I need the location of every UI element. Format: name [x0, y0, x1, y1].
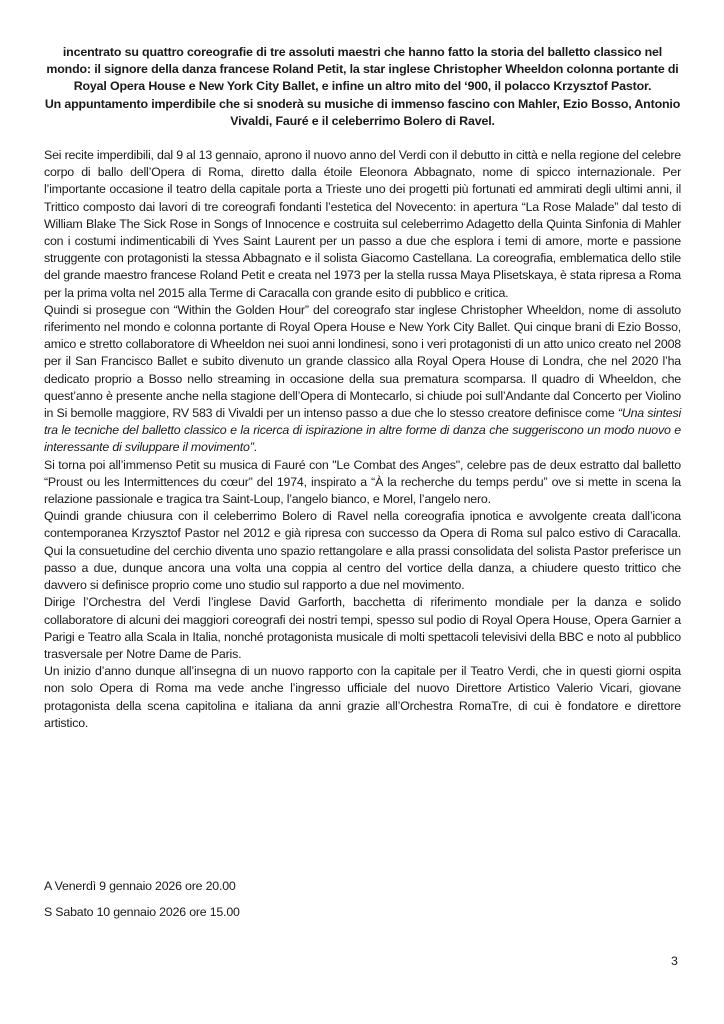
intro-highlight: Un appuntamento imperdibile che si snoderà su musiche di immenso fascino con Mahler, Ezio Bosso, Antonio Vivaldi, Fauré e il celeberrimo Bolero di Ravel.	[44, 96, 681, 128]
article-body	[44, 147, 681, 732]
schedule-item: A Venerdì 9 gennaio 2026 ore 20.00	[44, 879, 236, 893]
performance-schedule	[44, 878, 240, 929]
paragraph-opening: Sei recite imperdibili, dal 9 al 13 gennaio, aprono il nuovo anno del Verdi con il debutto in città e nella regione del celebre corpo di ballo dell’Opera di Roma, diretto dalla étoile Eleonora Abbagnato, nome di spicco internazionale. Per l’importante occasione il teatro della capitale porta a Trieste uno dei progetti più fortunati ed ammirati degli ultimi anni, il Trittico composto dai lavori di tre coreografi fondanti l’estetica del Novecento: in apertura “La Rose Malade” dal testo di William Blake The Sick Rose in Songs of Innocence e costruita sul celeberrimo Adagetto della Quinta Sinfonia di Mahler con i costumi indimenticabili di Yves Saint Laurent per un passo a due che esplora i temi di amore, morte e passione struggente con protagonisti la stessa Abbagnato e il solista Giacomo Castellana. La coreografia, emblematica dello stile del grande maestro francese Roland Petit e creata nel 1973 per la stella russa Maya Plisetskaya, è stata ripresa a Roma per la prima volta nel 2015 alla Terme di Caracalla con grande esito di pubblico e critica.	[44, 148, 681, 300]
wheeldon-quote: “Una sintesi tra le tecniche del balletto classico e la ricerca di ispirazione in altre forme di danza che suggeriscono un modo nuovo e interessante di sviluppare il movimento”	[44, 406, 681, 455]
intro-block	[44, 44, 681, 130]
paragraph-bolero: Quindi grande chiusura con il celeberrimo Bolero di Ravel nella coreografia ipnotica e avvolgente creata dall’icona contemporanea Krzysztof Pastor nel 2012 e già ripresa con successo da Opera di Roma sul palco estivo di Caracalla. Qui la consuetudine del cerchio diventa uno spazio rettangolare e alla prassi consolidata del solista Pastor preferisce un passo a due, dunque ancora una volta una coppia al centro del vortice della danza, a chiudere questo trittico che davvero si definisce proprio come uno studio sul rapporto a due nel movimento.	[44, 509, 681, 593]
paragraph-conductor: Dirige l’Orchestra del Verdi l’inglese David Garforth, bacchetta di riferimento mondiale per la danza e solido collaboratore di alcuni dei maggiori coreografi dei nostri tempi, spesso sul podio di Royal Opera House, Opera Garnier a Parigi e Teatro alla Scala in Italia, nonché protagonista musicale di molti spettacoli televisivi della BBC e noto al pubblico trasversale per Notre Dame de Paris.	[44, 595, 681, 661]
paragraph-director: Un inizio d’anno dunque all’insegna di un nuovo rapporto con la capitale per il Teatro Verdi, che in questi giorni ospita non solo Opera di Roma ma vede anche l’ingresso ufficiale del nuovo Direttore Artistico Valerio Vicari, giovane protagonista della scena capitolina e italiana da anni grazie all’Orchestra RomaTre, di cui è fondatore e direttore artistico.	[44, 664, 681, 730]
page-number: 3	[671, 954, 678, 968]
document-page	[44, 44, 681, 732]
paragraph-petit: Si torna poi all’immenso Petit su musica di Fauré con "Le Combat des Anges", celebre pas de deux estratto dal balletto “Proust ou les Intermittences du cœur” del 1974, inspirato a “À la recherche du temps perdu” ove si mette in scena la relazione passionale e tragica tra Saint-Loup, l’angelo bianco, e Morel, l’angelo nero.	[44, 457, 681, 507]
schedule-item: S Sabato 10 gennaio 2026 ore 15.00	[44, 904, 240, 919]
paragraph-text: Quindi si prosegue con “Within the Golden Hour” del coreografo star inglese Christopher Wheeldon, nome di assoluto riferimento nel mondo e colonna portante di Royal Opera House e New York City Ballet. Qui cinque brani di Ezio Bosso, amico e stretto collaboratore di Wheeldon nei suoi anni londinesi, sono i veri protagonisti di un atto unico creato nel 2008 per il San Francisco Ballet e subito divenuto un grande classico alla Royal Opera House di Londra, che nel 2020 l’ha dedicato proprio a Bosso nello streaming in occasione della sua prematura scomparsa. Il quadro di Wheeldon, che quest’anno è presente anche nella stagione dell’Opera di Montecarlo, si chiude poi sull’Andante dal Concerto per Violino in Si bemolle maggiore, RV 583 di Vivaldi per un intenso passo a due che lo stesso creatore definisce come	[44, 302, 681, 421]
intro-paragraph: incentrato su quattro coreografie di tre assoluti maestri che hanno fatto la storia del balletto classico nel mondo: il signore della danza francese Roland Petit, la star inglese Christopher Wheeldon colonna portante di Royal Opera House e New York City Ballet, e infine un altro mito del ‘900, il polacco Krzysztof Pastor.	[46, 45, 679, 94]
paragraph-wheeldon	[44, 302, 681, 457]
paragraph-text: .	[253, 440, 257, 455]
